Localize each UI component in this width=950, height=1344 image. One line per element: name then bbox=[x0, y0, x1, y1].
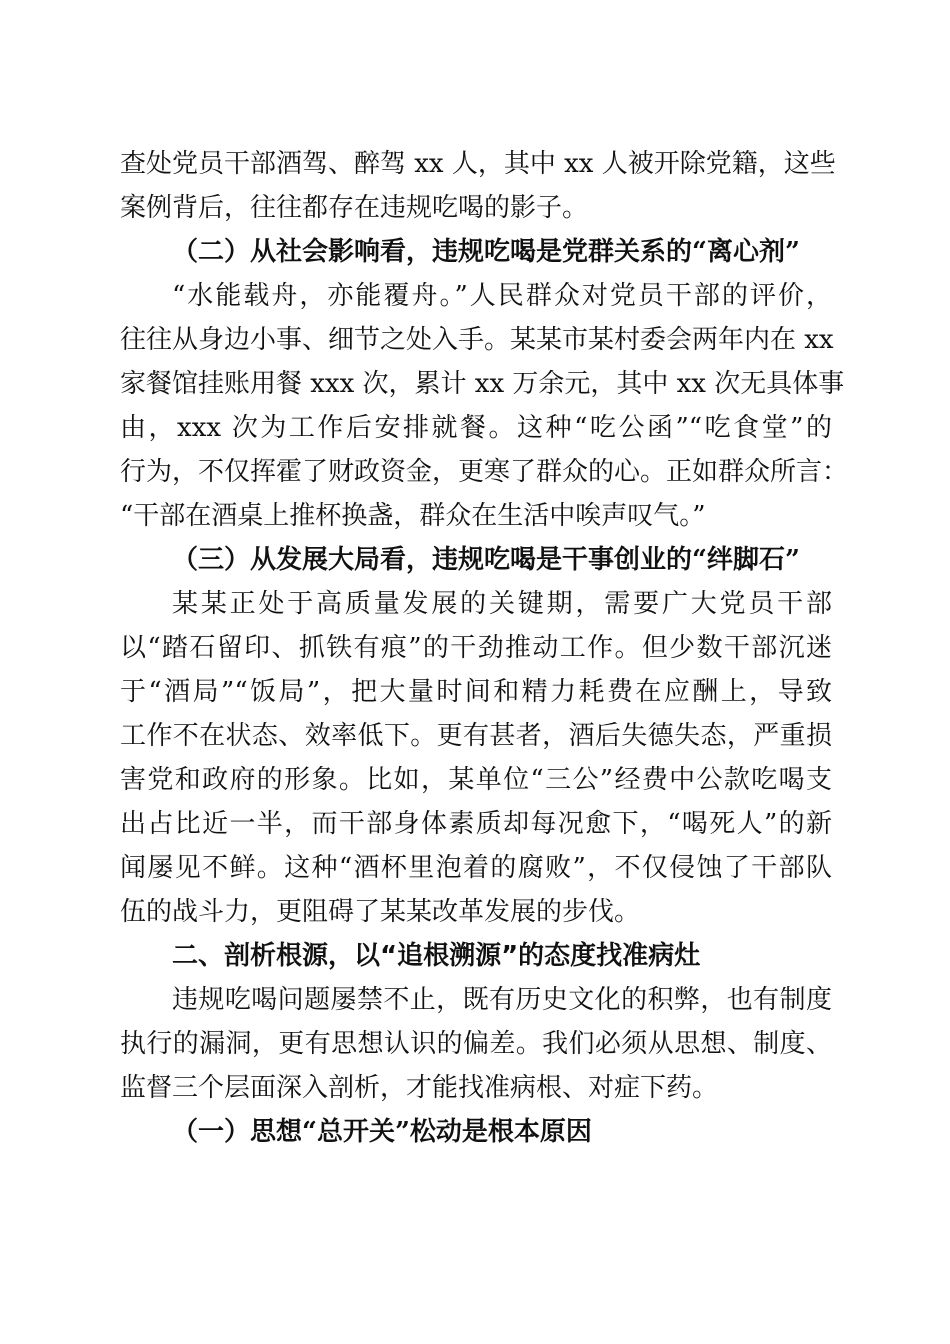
body-line: 害党和政府的形象。比如，某单位“三公”经费中公款吃喝支 bbox=[120, 765, 832, 795]
body-line: 家餐馆挂账用餐 xxx 次，累计 xx 万余元，其中 xx 次无具体事 bbox=[120, 369, 845, 399]
section-heading: （二）从社会影响看，违规吃喝是党群关系的“离心剂” bbox=[172, 237, 800, 267]
document-body bbox=[120, 142, 849, 1154]
body-line: 案例背后，往往都存在违规吃喝的影子。 bbox=[120, 193, 589, 223]
body-line: 于“酒局”“饭局”，把大量时间和精力耗费在应酬上，导致 bbox=[120, 677, 832, 707]
chapter-heading: 二、剖析根源，以“追根溯源”的态度找准病灶 bbox=[172, 941, 701, 971]
body-line: 伍的战斗力，更阻碍了某某改革发展的步伐。 bbox=[120, 897, 641, 927]
body-line: “干部在酒桌上推杯换盏，群众在生活中唉声叹气。” bbox=[120, 501, 706, 531]
body-line: 闻屡见不鲜。这种“酒杯里泡着的腐败”，不仅侵蚀了干部队 bbox=[120, 853, 832, 883]
body-line: 工作不在状态、效率低下。更有甚者，酒后失德失态，严重损 bbox=[120, 721, 832, 751]
body-line: 行为，不仅挥霍了财政资金，更寒了群众的心。正如群众所言： bbox=[120, 457, 849, 487]
body-line: “水能载舟，亦能覆舟。”人民群众对党员干部的评价， bbox=[172, 281, 832, 311]
body-line: 往往从身边小事、细节之处入手。某某市某村委会两年内在 xx bbox=[120, 325, 834, 355]
section-heading: （一）思想“总开关”松动是根本原因 bbox=[172, 1117, 592, 1147]
body-line: 由，xxx 次为工作后安排就餐。这种“吃公函”“吃食堂”的 bbox=[120, 413, 832, 443]
body-line: 以“踏石留印、抓铁有痕”的干劲推动工作。但少数干部沉迷 bbox=[120, 633, 832, 663]
section-heading: （三）从发展大局看，违规吃喝是干事创业的“绊脚石” bbox=[172, 545, 800, 575]
body-line: 出占比近一半，而干部身体素质却每况愈下，“喝死人”的新 bbox=[120, 809, 832, 839]
body-line: 监督三个层面深入剖析，才能找准病根、对症下药。 bbox=[120, 1073, 719, 1103]
body-line: 执行的漏洞，更有思想认识的偏差。我们必须从思想、制度、 bbox=[120, 1029, 832, 1059]
body-line: 违规吃喝问题屡禁不止，既有历史文化的积弊，也有制度 bbox=[172, 985, 832, 1015]
body-line: 查处党员干部酒驾、醉驾 xx 人，其中 xx 人被开除党籍，这些 bbox=[120, 149, 836, 179]
body-line: 某某正处于高质量发展的关键期，需要广大党员干部 bbox=[172, 589, 832, 619]
